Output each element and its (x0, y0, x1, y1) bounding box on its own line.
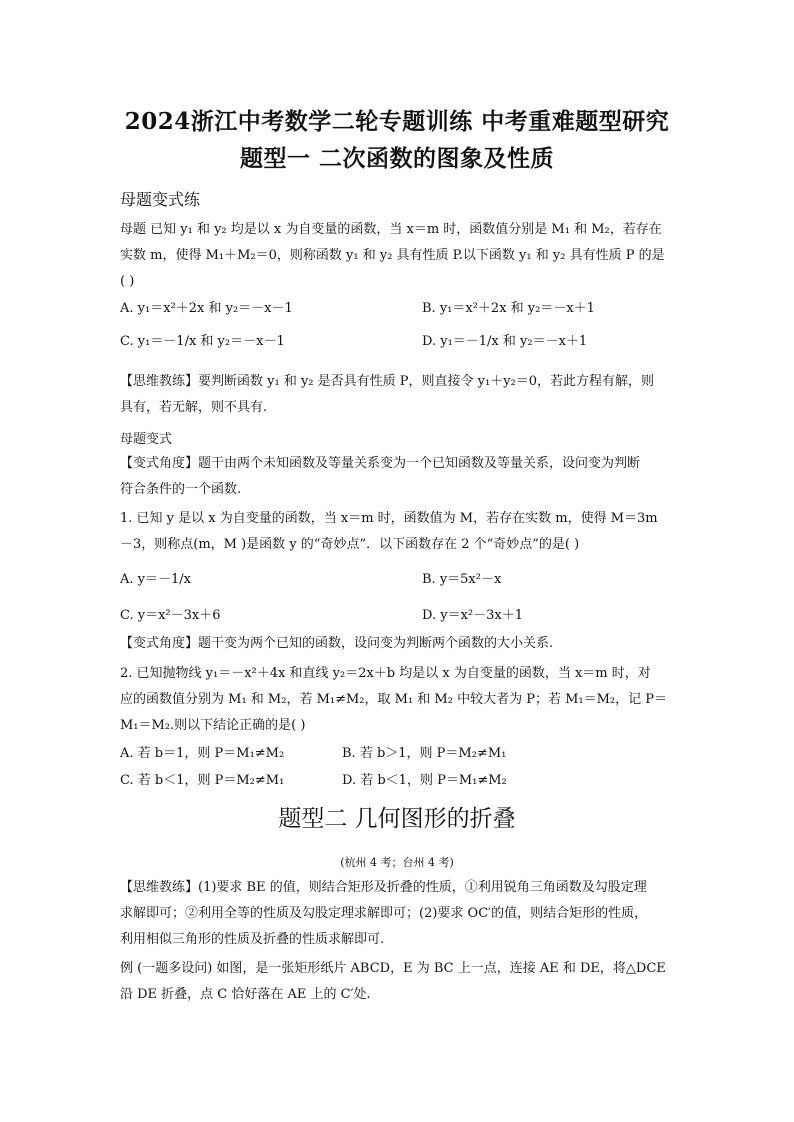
thinking-coach-line-1: 【思维教练】要判断函数 y₁ 和 y₂ 是否具有性质 P，则直接令 y₁＋y₂＝0，若此方程有解，则 (120, 374, 655, 389)
q1-option-b: B. y＝5x²－x (422, 572, 502, 587)
q1-option-d: D. y＝x²－3x＋1 (422, 608, 523, 623)
q1-option-c: C. y＝x²－3x＋6 (120, 608, 221, 623)
thinking-coach-line-2: 具有，若无解，则不具有. (120, 400, 268, 415)
mother-question-line-3: ( ) (120, 274, 135, 289)
document-title: 2024浙江中考数学二轮专题训练 中考重难题型研究 (124, 108, 670, 135)
thinking-coach-2-line-3: 利用相似三角形的性质及折叠的性质求解即可. (120, 932, 385, 947)
section-heading-mother-variant: 母题变式练 (120, 190, 201, 209)
mother-option-c: C. y₁＝－1/x 和 y₂＝－x－1 (120, 334, 285, 349)
thinking-coach-2-line-2: 求解即可；②利用全等的性质及勾股定理求解即可；(2)要求 OC′的值，则结合矩形的性质， (120, 906, 648, 921)
question-2-line-2: 应的函数值分别为 M₁ 和 M₂，若 M₁≠M₂，取 M₁ 和 M₂ 中较大者为 P；若 M₁＝M₂，记 P＝ (120, 692, 668, 707)
question-2-line-1: 2. 已知抛物线 y₁＝－x²＋4x 和直线 y₂＝2x＋b 均是以 x 为自变量的函数，当 x＝m 时，对 (120, 666, 651, 681)
example-line-2: 沿 DE 折叠，点 C 恰好落在 AE 上的 C′处. (120, 987, 371, 1002)
variant-angle-1-line-1: 【变式角度】题干由两个未知函数及等量关系变为一个已知函数及等量关系，设问变为判断 (120, 456, 641, 471)
q2-option-c: C. 若 b＜1，则 P＝M₂≠M₁ (120, 773, 285, 788)
variant-angle-2: 【变式角度】题干变为两个已知的函数，设问变为判断两个函数的大小关系. (120, 636, 554, 651)
question-2-line-3: M₁＝M₂.则以下结论正确的是( ) (120, 718, 306, 733)
mother-option-a: A. y₁＝x²＋2x 和 y₂＝－x－1 (120, 301, 293, 316)
section-title-type-two: 题型二 几何图形的折叠 (278, 806, 516, 832)
q1-option-a: A. y＝－1/x (120, 572, 191, 587)
q2-option-d: D. 若 b＜1，则 P＝M₁≠M₂ (342, 773, 507, 788)
q2-option-b: B. 若 b＞1，则 P＝M₂≠M₁ (342, 746, 507, 761)
thinking-coach-2-line-1: 【思维教练】(1)要求 BE 的值，则结合矩形及折叠的性质，①利用锐角三角函数及勾股定理 (120, 880, 647, 895)
mother-question-line-1: 母题 已知 y₁ 和 y₂ 均是以 x 为自变量的函数，当 x＝m 时，函数值分别是 M₁ 和 M₂，若存在 (120, 222, 662, 237)
exam-frequency-note: (杭州 4 考；台州 4 考) (340, 856, 454, 869)
mother-option-d: D. y₁＝－1/x 和 y₂＝－x＋1 (422, 334, 588, 349)
mother-question-line-2: 实数 m，使得 M₁＋M₂＝0，则称函数 y₁ 和 y₂ 具有性质 P.以下函数 y₁ 和 y₂ 具有性质 P 的是 (120, 248, 665, 263)
section-title-type-one: 题型一 二次函数的图象及性质 (239, 145, 554, 172)
mother-option-b: B. y₁＝x²＋2x 和 y₂＝－x＋1 (422, 301, 595, 316)
example-line-1: 例 (一题多设问) 如图，是一张矩形纸片 ABCD，E 为 BC 上一点，连接 AE 和 DE，将△DCE (120, 961, 666, 976)
question-1-line-1: 1. 已知 y 是以 x 为自变量的函数，当 x＝m 时，函数值为 M，若存在实数 m，使得 M＝3m (120, 511, 658, 526)
variant-angle-1-line-2: 符合条件的一个函数. (120, 482, 242, 497)
q2-option-a: A. 若 b＝1，则 P＝M₁≠M₂ (120, 746, 285, 761)
question-1-line-2: －3，则称点(m，M )是函数 y 的“奇妙点”．以下函数存在 2 个“奇妙点”的是( ) (120, 537, 580, 552)
variant-heading: 母题变式 (120, 432, 173, 447)
